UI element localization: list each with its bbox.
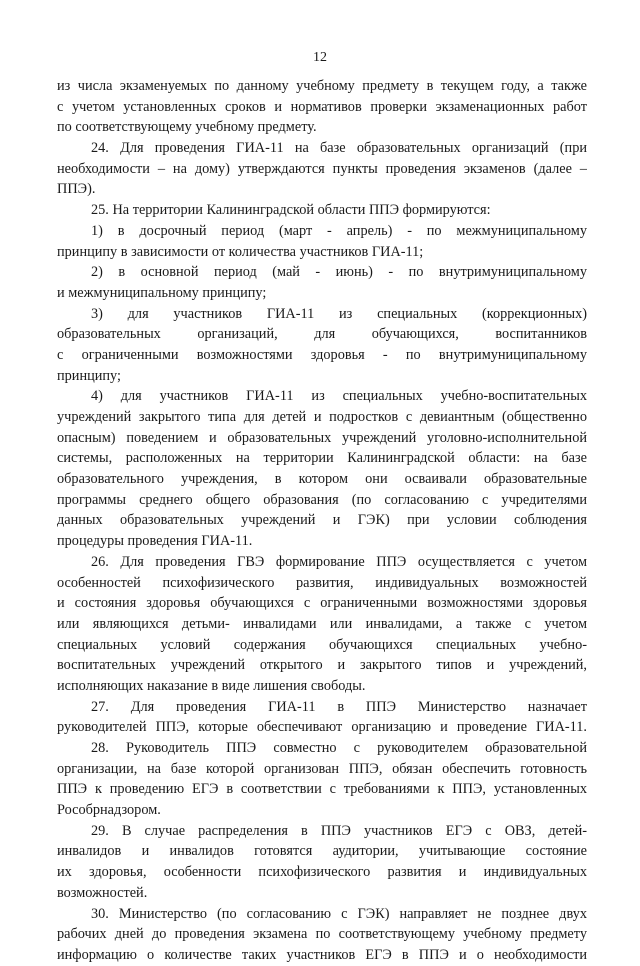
text-line: с учетом установленных сроков и нормативов проверки экзаменационных работ xyxy=(57,98,587,115)
text-line: возможностей. xyxy=(57,884,148,901)
text-line: 25. На территории Калининградской области ППЭ формируются: xyxy=(91,202,491,219)
text-line: 1) в досрочный период (март - апрель) - по межмуниципальному xyxy=(91,222,587,239)
text-line: ППЭ к проведению ЕГЭ в соответствии с требованиями к ППЭ, установленных xyxy=(57,781,587,798)
text-line: 26. Для проведения ГВЭ формирование ППЭ осуществляется с учетом xyxy=(91,553,587,570)
text-line: необходимости – на дому) утверждаются пункты проведения экзаменов (далее – xyxy=(57,160,587,177)
text-line: опасным) поведением и образовательных учреждений уголовно-исполнительной xyxy=(57,429,587,446)
text-line: Рособрнадзором. xyxy=(57,802,161,819)
text-line: процедуры проведения ГИА-11. xyxy=(57,533,253,550)
text-line: 2) в основной период (май - июнь) - по внутримуниципальному xyxy=(91,264,587,281)
text-line: 4) для участников ГИА-11 из специальных учебно-воспитательных xyxy=(91,388,587,405)
text-line: ППЭ). xyxy=(57,181,96,198)
text-line: или являющихся детьми- инвалидами или инвалидами, а также с учетом xyxy=(57,615,587,632)
text-line: 3) для участников ГИА-11 из специальных (коррекционных) xyxy=(91,305,587,322)
text-line: 28. Руководитель ППЭ совместно с руководителем образовательной xyxy=(91,740,587,756)
text-line: 24. Для проведения ГИА-11 на базе образовательных организаций (при xyxy=(91,140,587,157)
text-line: по соответствующему учебному предмету. xyxy=(57,119,317,136)
text-line: воспитательных учреждений открытого и закрытого типов и учреждений, xyxy=(57,657,587,674)
text-line: и состояния здоровья обучающихся с ограниченными возможностями здоровья xyxy=(57,595,587,612)
text-line: инвалидов и инвалидов готовятся аудитории, учитывающие состояние xyxy=(57,843,587,860)
text-line: данных образовательных учреждений и ГЭК) при условии соблюдения xyxy=(57,512,587,529)
text-line: программы среднего общего образования (по согласованию с учредителями xyxy=(57,491,587,508)
text-line: из числа экзаменуемых по данному учебному предмету в текущем году, а также xyxy=(57,78,587,94)
text-line: учреждений закрытого типа для детей и подростков с девиантным (общественно xyxy=(57,409,587,425)
text-line: информацию о количестве таких участников ЕГЭ в ППЭ и о необходимости xyxy=(57,946,587,963)
text-line: исполняющих наказание в виде лишения свободы. xyxy=(57,677,366,694)
text-line: организации, на базе которой организован ППЭ, обязан обеспечить готовность xyxy=(57,760,587,777)
page-number: 12 xyxy=(313,50,327,65)
text-line: рабочих дней до проведения экзамена по соответствующему учебному предмету xyxy=(57,926,587,943)
text-line: принципу; xyxy=(57,367,121,384)
text-line: с ограниченными возможностями здоровья - по внутримуниципальному xyxy=(57,346,587,363)
text-line: образовательного учреждения, в котором они осваивали образовательные xyxy=(57,471,587,488)
text-line: 29. В случае распределения в ППЭ участников ЕГЭ с ОВЗ, детей- xyxy=(91,822,587,839)
text-line: 30. Министерство (по согласованию с ГЭК) направляет не позднее двух xyxy=(91,905,587,922)
text-line: специальных условий содержания обучающихся специальных учебно- xyxy=(57,636,587,653)
text-line: 27. Для проведения ГИА-11 в ППЭ Министерство назначает xyxy=(91,698,587,715)
text-line: образовательных организаций, для обучающихся, воспитанников xyxy=(57,326,587,343)
text-line: и межмуниципальному принципу; xyxy=(57,284,267,301)
text-line: принципу в зависимости от количества участников ГИА-11; xyxy=(57,243,424,260)
text-line: системы, расположенных на территории Калининградской области: на базе xyxy=(57,450,587,467)
text-line: руководителей ППЭ, которые обеспечивают организацию и проведение ГИА-11. xyxy=(57,719,587,736)
document-body xyxy=(57,76,587,966)
text-line: их здоровья, особенности психофизического развития и индивидуальных xyxy=(57,864,587,881)
text-line: особенностей психофизического развития, индивидуальных возможностей xyxy=(57,574,587,591)
